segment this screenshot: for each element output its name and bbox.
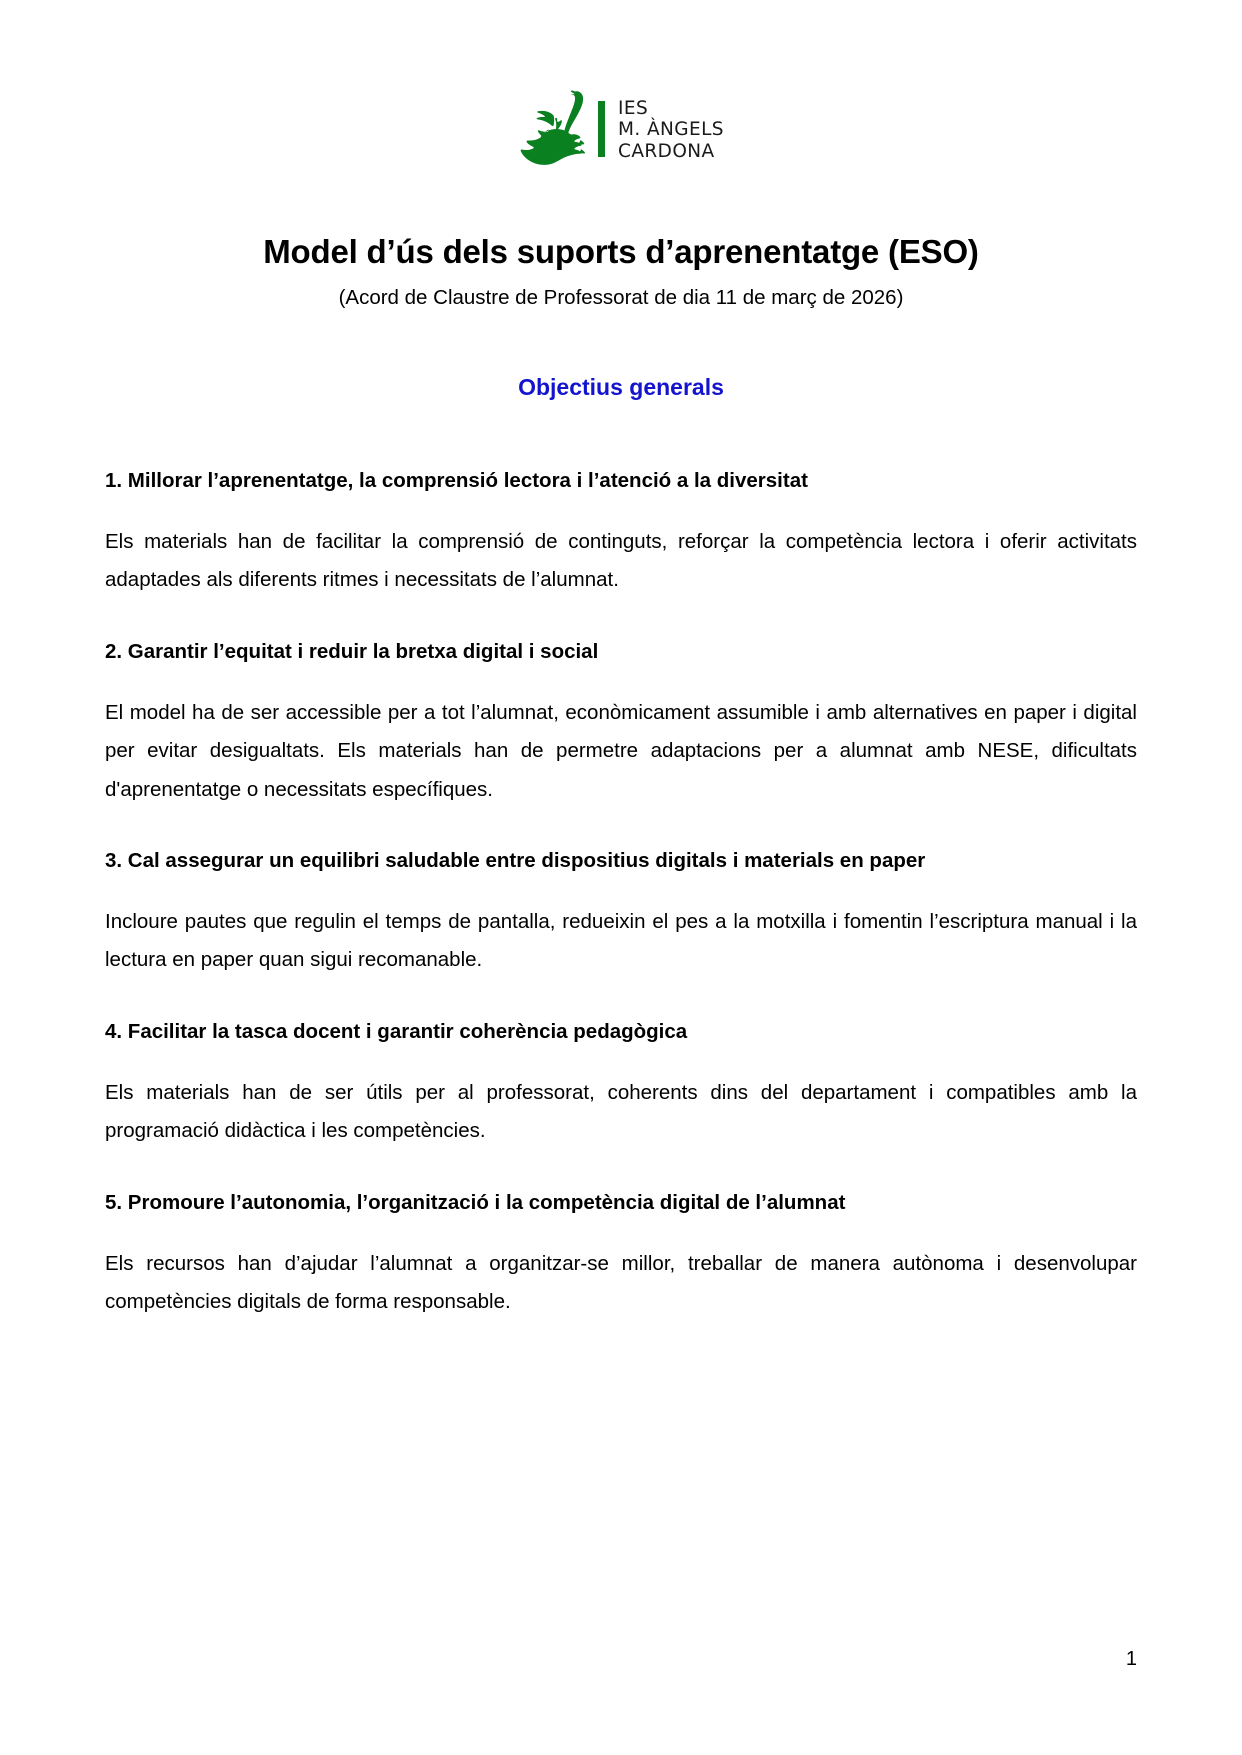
school-logo — [518, 88, 724, 170]
objective-heading-5: 5. Promoure l’autonomia, l’organització i la competència digital de l’alumnat — [105, 1190, 846, 1214]
logo-line-3: CARDONA — [618, 140, 715, 162]
objective-body-1: Els materials han de facilitar la comprensió de continguts, reforçar la competència lectora i oferir activitats adaptades als diferents ritmes i necessitats de l’alumnat. — [105, 529, 1137, 592]
document-subtitle: (Acord de Claustre de Professorat de dia 11 de març de 2026) — [338, 285, 904, 309]
page-number: 1 — [1125, 1648, 1137, 1670]
section-heading-objectius-generals: Objectius generals — [518, 374, 724, 401]
logo-line-2: M. ÀNGELS — [618, 119, 724, 141]
objective-body-2: El model ha de ser accessible per a tot l’alumnat, econòmicament assumible i amb alternatives en paper i digital per evitar desigualtats. Els materials han de permetre adaptacions per a alumnat amb NESE, dificultats d'aprenentatge o necessitats específiques. — [105, 700, 1137, 801]
objective-heading-1: 1. Millorar l’aprenentatge, la comprensió lectora i l’atenció a la diversitat — [105, 469, 808, 493]
objective-heading-4: 4. Facilitar la tasca docent i garantir coherència pedagògica — [105, 1020, 688, 1043]
ies-sprout-logo-icon — [518, 88, 596, 170]
objective-body-4: Els materials han de ser útils per al professorat, coherents dins del departament i compatibles amb la programació didàctica i les competències. — [105, 1080, 1137, 1143]
page-title: Model d’ús dels suports d’aprenentatge (ESO) — [263, 233, 979, 270]
objective-heading-3: 3. Cal assegurar un equilibri saludable entre dispositius digitals i materials en paper — [105, 849, 926, 873]
logo-line-1: IES — [618, 97, 649, 119]
letterhead — [105, 0, 1137, 170]
logo-wordmark — [618, 96, 724, 162]
objective-body-5: Els recursos han d’ajudar l’alumnat a organitzar-se millor, treballar de manera autònoma i desenvolupar competències digitals de forma responsable. — [105, 1251, 1137, 1314]
logo-divider-bar — [598, 101, 605, 157]
objective-heading-2: 2. Garantir l’equitat i reduir la bretxa digital i social — [105, 639, 599, 663]
objectives-list — [105, 403, 1137, 1335]
objective-body-3: Incloure pautes que regulin el temps de pantalla, redueixin el pes a la motxilla i fomentin l’escriptura manual i la lectura en paper quan sigui recomanable. — [105, 909, 1137, 972]
